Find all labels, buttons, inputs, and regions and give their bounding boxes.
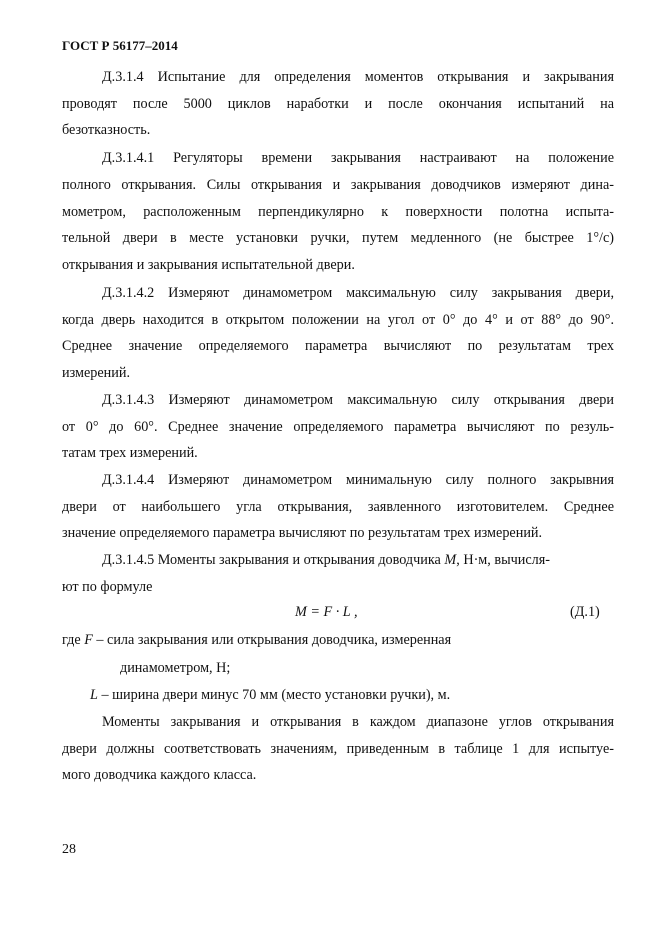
formula-number: (Д.1) <box>570 604 600 620</box>
text-line: татам трех измерений. <box>62 445 198 461</box>
text-line: Д.3.1.4 Испытание для определения моментов открывания и закрывания <box>102 69 614 85</box>
text-line <box>102 551 614 569</box>
text-segment: Д.3.1.4.5 Моменты закрывания и открывания доводчика <box>102 552 445 568</box>
text-line: Д.3.1.4.1 Регуляторы времени закрывания настраивают на положение <box>102 150 614 166</box>
text-line: измерений. <box>62 365 130 381</box>
where-l-text: – ширина двери минус 70 мм (место установки ручки), м. <box>97 687 451 703</box>
text-line: полного открывания. Силы открывания и закрывания доводчиков измеряют дина- <box>62 177 614 193</box>
text-line: Среднее значение определяемого параметра вычисляют по результатам трех <box>62 338 614 354</box>
where-f-continuation: динамометром, Н; <box>120 660 231 676</box>
text-line: от 0° до 60°. Среднее значение определяемого параметра вычисляют по резуль- <box>62 419 614 435</box>
text-line: двери должны соответствовать значениям, приведенным в таблице 1 для испытуе- <box>62 741 614 757</box>
text-line: мого доводчика каждого класса. <box>62 767 257 783</box>
symbol-m: M <box>444 552 457 568</box>
where-f-text: – сила закрывания или открывания доводчика, измеренная <box>92 632 452 648</box>
where-label: где <box>62 632 81 648</box>
text-line: Моменты закрывания и открывания в каждом диапазоне углов открывания <box>102 714 614 730</box>
text-line: проводят после 5000 циклов наработки и после окончания испытаний на <box>62 96 614 112</box>
text-segment: , Н·м, вычисля- <box>456 552 550 568</box>
text-line: мометром, расположенным перпендикулярно к поверхности полотна испыта- <box>62 204 614 220</box>
text-line: Д.3.1.4.3 Измеряют динамометром максимальную силу открывания двери <box>102 392 614 408</box>
formula: M = F · L , <box>295 604 358 620</box>
text-line: Д.3.1.4.4 Измеряют динамометром минимальную силу полного закрывния <box>102 472 614 488</box>
text-line: значение определяемого параметра вычисляют по результатам трех измерений. <box>62 525 543 541</box>
text-line: безотказность. <box>62 122 151 138</box>
where-line-f <box>62 631 614 649</box>
page-number: 28 <box>62 842 76 857</box>
symbol-f: F <box>84 632 93 648</box>
text-line: Д.3.1.4.2 Измеряют динамометром максимальную силу закрывания двери, <box>102 285 614 301</box>
text-line: ют по формуле <box>62 579 153 595</box>
document-header: ГОСТ Р 56177–2014 <box>62 38 178 53</box>
text-line: тельной двери в месте установки ручки, путем медленного (не быстрее 1°/с) <box>62 230 614 246</box>
text-line: когда дверь находится в открытом положении на угол от 0° до 4° и от 88° до 90°. <box>62 312 614 328</box>
text-line: открывания и закрывания испытательной двери. <box>62 257 355 273</box>
text-line: двери от наибольшего угла открывания, заявленного изготовителем. Среднее <box>62 499 614 515</box>
symbol-l: L <box>90 687 98 703</box>
where-line-l <box>90 686 450 704</box>
